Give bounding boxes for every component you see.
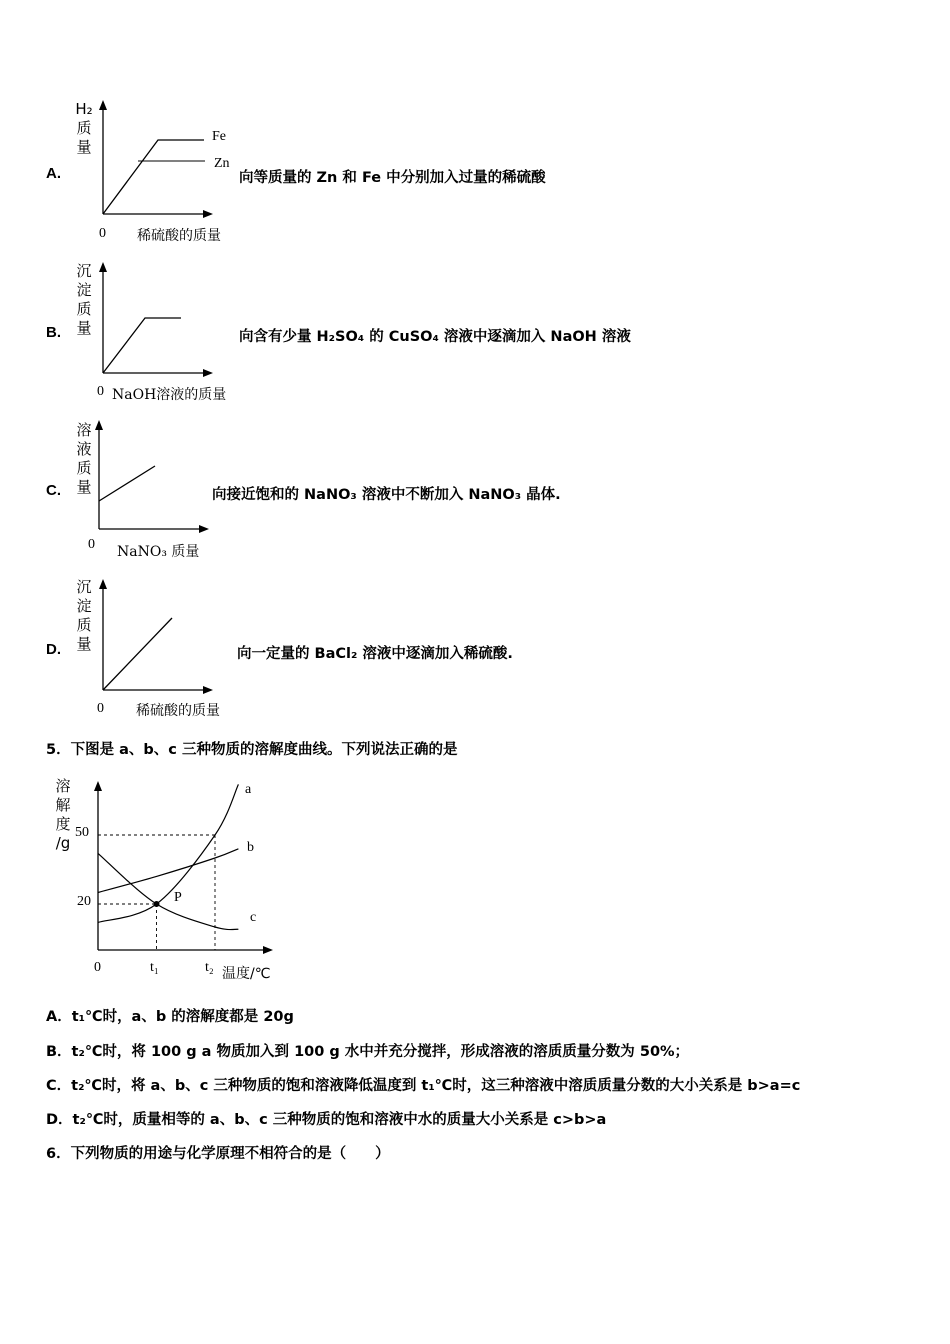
- curve-label-b: b: [247, 840, 254, 855]
- option-letter: C.: [46, 482, 61, 499]
- x-axis-label: NaOH溶液的质量: [112, 387, 227, 403]
- y-label-char: 质: [76, 616, 92, 634]
- option-letter: D.: [46, 641, 61, 658]
- origin-label: 0: [97, 701, 104, 716]
- y-label-char: 度: [55, 815, 71, 833]
- origin-label: 0: [99, 226, 106, 241]
- y-label-char: H₂: [75, 100, 93, 118]
- fe-label: Fe: [212, 129, 226, 144]
- origin-label: 0: [88, 537, 95, 552]
- y-label-char: 量: [76, 635, 92, 653]
- option-statement: 向等质量的 Zn 和 Fe 中分别加入过量的稀硫酸: [239, 170, 546, 186]
- x-axis-label: 稀硫酸的质量: [137, 228, 221, 244]
- chart-y-arrow: [94, 781, 102, 791]
- y-label-char: 质: [76, 300, 92, 318]
- y-label-char: 沉: [76, 578, 92, 596]
- q5-option-b: B．t₂℃时，将 100 g a 物质加入到 100 g 水中并充分搅拌，形成溶液的溶质质量分数为 50%；: [46, 1044, 690, 1060]
- y-label-char: 液: [76, 440, 92, 458]
- y-label-char: 溶: [55, 777, 71, 795]
- chart-origin-label: 0: [94, 960, 101, 975]
- y-label-char: /g: [55, 834, 71, 852]
- q5-option-d: D．t₂℃时，质量相等的 a、b、c 三种物质的饱和溶液中水的质量大小关系是 c>b>a: [46, 1112, 607, 1128]
- option-statement: 向一定量的 BaCl₂ 溶液中逐滴加入稀硫酸.: [237, 646, 513, 662]
- chart-x-arrow: [263, 946, 273, 954]
- curve-label-c: c: [250, 910, 257, 925]
- x-tick-t2: t₂: [205, 960, 214, 975]
- question-5-stem: 5．下图是 a、b、c 三种物质的溶解度曲线。下列说法正确的是: [46, 742, 458, 758]
- origin-label: 0: [97, 384, 104, 399]
- point-p-label: P: [174, 890, 182, 905]
- y-label-char: 质: [76, 119, 92, 137]
- y-label-char: 量: [76, 319, 92, 337]
- curve-label-a: a: [245, 782, 252, 797]
- y-label-char: 量: [76, 138, 92, 156]
- y-label-char: 溶: [76, 421, 92, 439]
- y-label-char: 淀: [76, 597, 92, 615]
- chart-x-label: 温度/℃: [222, 966, 271, 982]
- x-axis-label: 稀硫酸的质量: [136, 703, 220, 719]
- y-label-char: 淀: [76, 281, 92, 299]
- y-label-char: 解: [55, 796, 71, 814]
- option-letter: A.: [46, 165, 61, 182]
- curve-b: [98, 849, 238, 893]
- q5-option-a: A．t₁℃时，a、b 的溶解度都是 20g: [46, 1009, 294, 1025]
- y-tick-50: 50: [75, 825, 89, 840]
- y-label-char: 质: [76, 459, 92, 477]
- x-axis-label: NaNO₃ 质量: [117, 544, 200, 560]
- y-label-char: 沉: [76, 262, 92, 280]
- option-statement: 向接近饱和的 NaNO₃ 溶液中不断加入 NaNO₃ 晶体.: [212, 487, 561, 503]
- zn-label: Zn: [214, 156, 230, 171]
- option-letter: B.: [46, 324, 61, 341]
- option-statement: 向含有少量 H₂SO₄ 的 CuSO₄ 溶液中逐滴加入 NaOH 溶液: [239, 329, 631, 345]
- y-tick-20: 20: [77, 894, 91, 909]
- y-label-char: 量: [76, 478, 92, 496]
- x-tick-t1: t₁: [150, 960, 159, 975]
- q5-option-c: C．t₂℃时，将 a、b、c 三种物质的饱和溶液降低温度到 t₁℃时，这三种溶液中溶质质量分数的大小关系是 b>a=c: [46, 1078, 801, 1094]
- question-6-stem: 6．下列物质的用途与化学原理不相符合的是（ ）: [46, 1146, 390, 1162]
- curve-a: [98, 784, 238, 922]
